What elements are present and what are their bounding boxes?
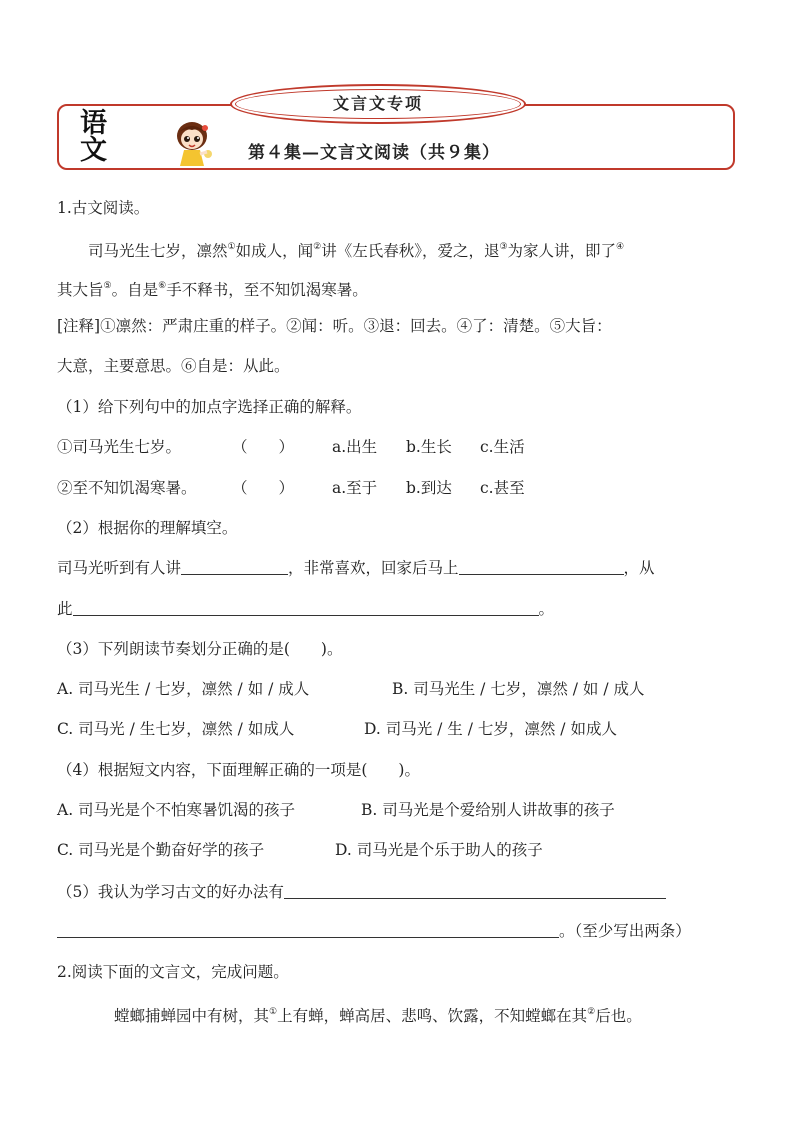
q1-notes-line1: [注释]①凛然：严肃庄重的样子。②闻：听。③退：回去。④了：清楚。⑤大旨： (57, 317, 612, 335)
q1-heading: 1.古文阅读。 (57, 199, 150, 217)
q1-sub1-prompt: （1）给下列句中的加点字选择正确的解释。 (57, 398, 362, 416)
fill-blank[interactable] (181, 558, 288, 575)
answer-bracket[interactable]: （ ） (232, 438, 295, 456)
option-a[interactable]: A. 司马光生 / 七岁，凛然 / 如 / 成人 (57, 680, 310, 698)
q1-sub2-line2: 此 。 (57, 600, 555, 618)
q1-sub2-line1: 司马光听到有人讲 ，非常喜欢，回家后马上 ，从 (57, 559, 655, 577)
option-b[interactable]: B. 司马光是个爱给别人讲故事的孩子 (361, 801, 615, 819)
q1-notes-line2: 大意，主要意思。⑥自是：从此。 (57, 357, 290, 375)
q1-sub5-line2: 。（至少写出两条） (57, 920, 691, 942)
q2-heading: 2.阅读下面的文言文，完成问题。 (57, 963, 289, 981)
q1-sub4-row2 (57, 839, 543, 861)
subject-label (80, 110, 120, 164)
q2-passage-line1: 螳螂捕蝉园中有树，其①上有蝉，蝉高居、悲鸣、饮露，不知螳螂在其②后也。 (114, 1007, 642, 1025)
option-c[interactable]: C. 司马光 / 生七岁，凛然 / 如成人 (57, 720, 295, 738)
subject-bottom-char: 文 (80, 135, 107, 166)
option-b[interactable]: B. 司马光生 / 七岁，凛然 / 如 / 成人 (392, 680, 645, 698)
q1-sub2-prompt: （2）根据你的理解填空。 (57, 519, 238, 537)
q1-sub3-row1 (57, 678, 644, 700)
q1-passage-line1: 司马光生七岁，凛然①如成人，闻②讲《左氏春秋》，爱之，退③为家人讲，即了④ (88, 242, 625, 260)
option-a[interactable]: A. 司马光是个不怕寒暑饥渴的孩子 (57, 801, 296, 819)
fill-blank[interactable] (459, 558, 624, 575)
oval-title: 文言文专项 (332, 94, 423, 113)
q1-sub4-prompt: （4）根据短文内容，下面理解正确的一项是( )。 (57, 761, 420, 779)
subject-top-char: 语 (80, 108, 107, 139)
fill-blank[interactable] (73, 599, 539, 616)
q1-passage-line2: 其大旨⑤。自是⑥手不释书，至不知饥渴寒暑。 (57, 281, 368, 299)
q1-sub4-row1 (57, 799, 615, 821)
q1-sub5-line1: （5）我认为学习古文的好办法有 (57, 881, 666, 903)
q1-sub3-row2 (57, 718, 617, 740)
header-oval (230, 84, 526, 124)
q1-sub1-item2: ②至不知饥渴寒暑。 （ ） a.至于 b.到达 c.甚至 (57, 479, 525, 497)
cartoon-girl-mascot-icon (170, 118, 218, 170)
episode-title: 第４集—文言文阅读（共９集） (248, 143, 500, 163)
option-c[interactable]: C. 司马光是个勤奋好学的孩子 (57, 841, 265, 859)
q1-sub1-item1: ①司马光生七岁。 （ ） a.出生 b.生长 c.生活 (57, 438, 525, 456)
q1-sub3-prompt: （3）下列朗读节奏划分正确的是( )。 (57, 640, 343, 658)
option-d[interactable]: D. 司马光 / 生 / 七岁，凛然 / 如成人 (364, 720, 617, 738)
answer-bracket[interactable]: （ ） (232, 479, 295, 497)
option-d[interactable]: D. 司马光是个乐于助人的孩子 (335, 841, 543, 859)
fill-blank[interactable] (57, 921, 559, 938)
fill-blank[interactable] (284, 882, 666, 899)
